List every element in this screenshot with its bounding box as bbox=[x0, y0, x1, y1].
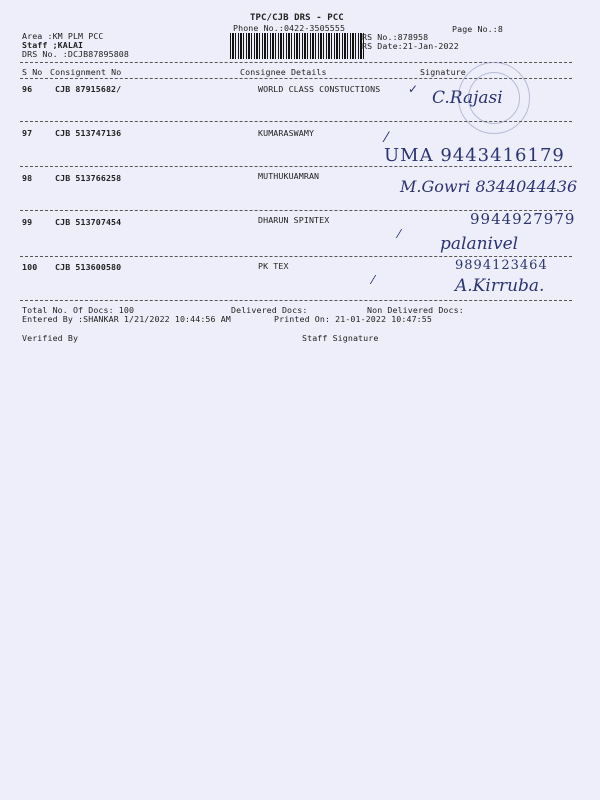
area-label: Area :KM PLM PCC bbox=[22, 31, 104, 41]
handwritten-signature: C.Rajasi bbox=[432, 88, 503, 108]
barcode bbox=[230, 33, 365, 59]
staff-label: Staff ;KALAI bbox=[22, 40, 84, 50]
printed-on: Printed On: 21-01-2022 10:47:55 bbox=[274, 314, 432, 324]
rs-date: RS Date:21-Jan-2022 bbox=[362, 41, 459, 51]
tick-mark: ⁄ bbox=[372, 273, 375, 287]
total-docs: Total No. Of Docs: 100 bbox=[22, 305, 135, 315]
row-divider bbox=[20, 166, 572, 167]
row-consignee: DHARUN SPINTEX bbox=[258, 215, 330, 225]
row-sno: 96 bbox=[22, 84, 33, 94]
phone-number: Phone No.:0422-3505555 bbox=[233, 23, 346, 33]
row-consignee: MUTHUKUAMRAN bbox=[258, 171, 320, 181]
col-consignee: Consignee Details bbox=[240, 67, 327, 77]
row-consignment: CJB 513766258 bbox=[55, 173, 122, 183]
row-sno: 97 bbox=[22, 128, 33, 138]
row-divider bbox=[20, 121, 572, 122]
row-consignment: CJB 513600580 bbox=[55, 262, 122, 272]
tick-mark: ✓ bbox=[408, 82, 419, 96]
row-consignee: WORLD CLASS CONSTUCTIONS bbox=[258, 84, 381, 94]
row-sno: 100 bbox=[22, 262, 38, 272]
tick-mark: ⁄ bbox=[398, 227, 401, 241]
tick-mark: ⁄ bbox=[385, 130, 388, 146]
handwritten-phone: UMA 9443416179 bbox=[384, 145, 565, 166]
entered-by: Entered By :SHANKAR 1/21/2022 10:44:56 AM bbox=[22, 314, 231, 324]
handwritten-signature: M.Gowri 8344044436 bbox=[400, 177, 578, 196]
document-title: TPC/CJB DRS - PCC bbox=[250, 13, 344, 23]
row-consignee: KUMARASWAMY bbox=[258, 128, 315, 138]
delivered-docs: Delivered Docs: bbox=[231, 305, 308, 315]
col-signature: Signature bbox=[420, 67, 466, 77]
row-sno: 98 bbox=[22, 173, 33, 183]
row-consignee: PK TEX bbox=[258, 261, 289, 271]
row-consignment: CJB 513707454 bbox=[55, 217, 122, 227]
handwritten-signature: A.Kirruba. bbox=[455, 276, 545, 296]
verified-by: Verified By bbox=[22, 333, 79, 343]
handwritten-phone: 9944927979 bbox=[470, 210, 576, 228]
non-delivered-docs: Non Delivered Docs: bbox=[367, 305, 464, 315]
row-consignment: CJB 513747136 bbox=[55, 128, 122, 138]
drs-number: DRS No. :DCJB87895808 bbox=[22, 49, 129, 59]
handwritten-name: palanivel bbox=[440, 234, 519, 254]
col-consignment: Consignment No bbox=[50, 67, 122, 77]
col-sno: S No bbox=[22, 67, 43, 77]
row-consignment: CJB 87915682/ bbox=[55, 84, 122, 94]
handwritten-phone: 9894123464 bbox=[455, 258, 548, 273]
row-sno: 99 bbox=[22, 217, 33, 227]
page-number: Page No.:8 bbox=[452, 24, 503, 34]
staff-signature: Staff Signature bbox=[302, 333, 379, 343]
row-divider bbox=[20, 256, 572, 257]
rs-number: RS No.:878958 bbox=[362, 32, 429, 42]
footer-divider bbox=[20, 300, 572, 301]
